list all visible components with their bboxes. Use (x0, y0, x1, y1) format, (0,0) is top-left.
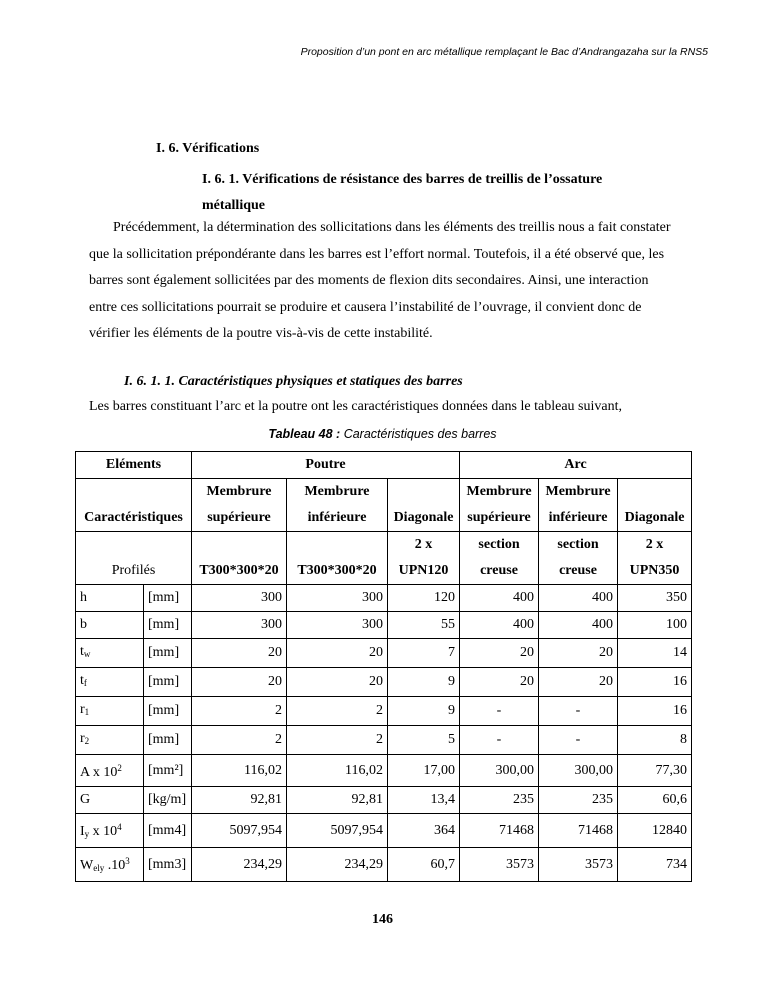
table-row (76, 814, 692, 848)
value-cell: 16 (618, 697, 692, 726)
value-cell: 120 (388, 585, 460, 612)
value-cell: 17,00 (388, 755, 460, 787)
unit-cell: [mm] (144, 639, 192, 668)
profile-line2: creuse (480, 563, 518, 578)
value-cell: 234,29 (192, 848, 287, 882)
profile-line2: UPN120 (398, 563, 449, 578)
symbol-cell (76, 639, 144, 668)
value-cell: 100 (618, 612, 692, 639)
member-line2: Diagonale (393, 510, 454, 525)
profile-line2: T300*300*20 (297, 563, 377, 578)
value-cell: 364 (388, 814, 460, 848)
member-line1 (392, 479, 455, 505)
symbol-subscript: 2 (84, 736, 90, 746)
unit-cell: [mm] (144, 612, 192, 639)
member-header (287, 479, 388, 532)
value-cell: 55 (388, 612, 460, 639)
member-line1 (622, 479, 687, 505)
value-cell: 20 (539, 639, 618, 668)
header-arc: Arc (460, 452, 692, 479)
member-header (192, 479, 287, 532)
subsection-title: I. 6. 1. Vérifications de résistance des barres de treillis de l’ossature métallique (202, 172, 603, 213)
section-title: I. 6. Vérifications (156, 141, 260, 156)
member-header (618, 479, 692, 532)
symbol: b (80, 617, 87, 632)
header-profiles: Profilés (76, 532, 192, 585)
value-cell: 20 (287, 639, 388, 668)
unit-cell: [kg/m] (144, 787, 192, 814)
member-line1: Membrure (304, 484, 370, 499)
value-cell: 20 (287, 668, 388, 697)
value-cell: 734 (618, 848, 692, 882)
member-line2: inférieure (548, 510, 608, 525)
value-cell: 350 (618, 585, 692, 612)
value-cell: 9 (388, 668, 460, 697)
value-cell: 71468 (460, 814, 539, 848)
member-line2: supérieure (207, 510, 271, 525)
header-caracteristiques: Caractéristiques (76, 479, 192, 532)
value-cell: 400 (460, 585, 539, 612)
value-cell: 20 (539, 668, 618, 697)
table-row (76, 612, 692, 639)
symbol: r (80, 731, 85, 746)
profile-header (388, 532, 460, 585)
value-cell: 14 (618, 639, 692, 668)
table-row (76, 726, 692, 755)
value-cell: 116,02 (287, 755, 388, 787)
symbol-superscript: 2 (117, 763, 122, 773)
value-cell: - (460, 697, 539, 726)
profile-header (192, 532, 287, 585)
value-cell: 13,4 (388, 787, 460, 814)
value-cell: 20 (460, 668, 539, 697)
header-poutre: Poutre (192, 452, 460, 479)
symbol-suffix: x 10 (89, 824, 118, 839)
value-cell: 7 (388, 639, 460, 668)
profile-header (460, 532, 539, 585)
symbol-cell (76, 726, 144, 755)
table-row (76, 697, 692, 726)
value-cell: 12840 (618, 814, 692, 848)
value-cell: 400 (539, 585, 618, 612)
member-header (460, 479, 539, 532)
table-row (76, 585, 692, 612)
profile-line1: 2 x (645, 537, 664, 552)
table-row (76, 755, 692, 787)
symbol-cell (76, 697, 144, 726)
table-row (76, 787, 692, 814)
profile-line2: T300*300*20 (199, 563, 279, 578)
value-cell: - (539, 697, 618, 726)
table-row (76, 639, 692, 668)
symbol-superscript: 4 (117, 822, 122, 832)
value-cell: 92,81 (287, 787, 388, 814)
symbol-subscript: 1 (84, 707, 90, 717)
header-elements: Eléments (76, 452, 192, 479)
unit-cell: [mm²] (144, 755, 192, 787)
paragraph-text: Précédemment, la détermination des sollicitations dans les éléments des treillis nous a fait constater que la sollicitation prépondérante dans les barres est l’effort normal. Toutefois, il a été observé que, les barres sont également sollicitées par des moments de flexion dits secondaires. Ainsi, une interaction entre ces sollicitations pourrait se produire et causera l’instabilité de l’ouvrage, il convient donc de vérifier les éléments de la poutre vis-à-vis de cette instabilité. (89, 220, 671, 341)
value-cell: 20 (192, 668, 287, 697)
member-line2: inférieure (307, 510, 367, 525)
value-cell: 9 (388, 697, 460, 726)
member-line2: Diagonale (624, 510, 685, 525)
symbol: t (80, 673, 84, 688)
profile-line1 (196, 532, 282, 558)
value-cell: 235 (539, 787, 618, 814)
value-cell: 60,6 (618, 787, 692, 814)
symbol-cell (76, 668, 144, 697)
value-cell: 5 (388, 726, 460, 755)
symbol: h (80, 590, 87, 605)
unit-cell: [mm] (144, 668, 192, 697)
unit-cell: [mm] (144, 585, 192, 612)
value-cell: 60,7 (388, 848, 460, 882)
symbol-cell (76, 755, 144, 787)
symbol-subscript: f (83, 678, 87, 688)
value-cell: 235 (460, 787, 539, 814)
profile-line2: creuse (559, 563, 597, 578)
value-cell: 8 (618, 726, 692, 755)
value-cell: 92,81 (192, 787, 287, 814)
unit-cell: [mm4] (144, 814, 192, 848)
value-cell: 2 (192, 697, 287, 726)
value-cell: - (539, 726, 618, 755)
member-line1: Membrure (206, 484, 272, 499)
profile-line1: 2 x (414, 537, 433, 552)
member-line1: Membrure (545, 484, 611, 499)
value-cell: 400 (539, 612, 618, 639)
member-line1: Membrure (466, 484, 532, 499)
intro-text: Les barres constituant l’arc et la poutre ont les caractéristiques données dans le tableau suivant, (89, 399, 622, 414)
value-cell: 300 (192, 585, 287, 612)
table-row (76, 668, 692, 697)
value-cell: 20 (460, 639, 539, 668)
symbol: I (80, 824, 85, 839)
value-cell: 300 (287, 612, 388, 639)
profile-header (618, 532, 692, 585)
value-cell: 300,00 (460, 755, 539, 787)
symbol: A x 10 (80, 765, 118, 780)
symbol-cell (76, 585, 144, 612)
value-cell: 16 (618, 668, 692, 697)
profile-line2: UPN350 (629, 563, 680, 578)
value-cell: 300 (287, 585, 388, 612)
caption-label: Tableau 48 : (268, 427, 341, 441)
symbol-suffix: .10 (104, 858, 126, 873)
unit-cell: [mm] (144, 697, 192, 726)
table-caption (0, 427, 765, 441)
value-cell: 2 (287, 697, 388, 726)
symbol-subscript: y (84, 829, 90, 839)
table-row (76, 848, 692, 882)
unit-cell: [mm] (144, 726, 192, 755)
member-header (539, 479, 618, 532)
symbol: t (80, 644, 84, 659)
subsubsection-title: I. 6. 1. 1. Caractéristiques physiques et statiques des barres (124, 374, 463, 389)
profile-line1: section (478, 537, 520, 552)
symbol-superscript: 3 (125, 856, 130, 866)
value-cell: 5097,954 (287, 814, 388, 848)
value-cell: 3573 (539, 848, 618, 882)
characteristics-table (75, 451, 692, 882)
body-paragraph (89, 215, 677, 348)
member-header (388, 479, 460, 532)
symbol: r (80, 702, 85, 717)
value-cell: 5097,954 (192, 814, 287, 848)
value-cell: 234,29 (287, 848, 388, 882)
symbol-cell (76, 848, 144, 882)
value-cell: 2 (192, 726, 287, 755)
caption-text: Caractéristiques des barres (343, 427, 497, 441)
running-header: Proposition d’un pont en arc métallique remplaçant le Bac d’Andrangazaha sur la RNS5 (300, 46, 708, 58)
symbol-cell (76, 814, 144, 848)
value-cell: 71468 (539, 814, 618, 848)
symbol: G (80, 792, 91, 807)
value-cell: 77,30 (618, 755, 692, 787)
member-line2: supérieure (467, 510, 531, 525)
value-cell: 20 (192, 639, 287, 668)
value-cell: 300,00 (539, 755, 618, 787)
profile-line1: section (557, 537, 599, 552)
unit-cell: [mm3] (144, 848, 192, 882)
symbol-subscript: w (83, 649, 91, 659)
symbol-cell (76, 612, 144, 639)
symbol-cell (76, 787, 144, 814)
value-cell: - (460, 726, 539, 755)
page-number: 146 (372, 912, 393, 927)
value-cell: 116,02 (192, 755, 287, 787)
symbol: W (80, 858, 94, 873)
value-cell: 3573 (460, 848, 539, 882)
profile-header (287, 532, 388, 585)
symbol-subscript: ely (93, 863, 105, 873)
value-cell: 400 (460, 612, 539, 639)
value-cell: 300 (192, 612, 287, 639)
profile-header (539, 532, 618, 585)
profile-line1 (291, 532, 383, 558)
value-cell: 2 (287, 726, 388, 755)
